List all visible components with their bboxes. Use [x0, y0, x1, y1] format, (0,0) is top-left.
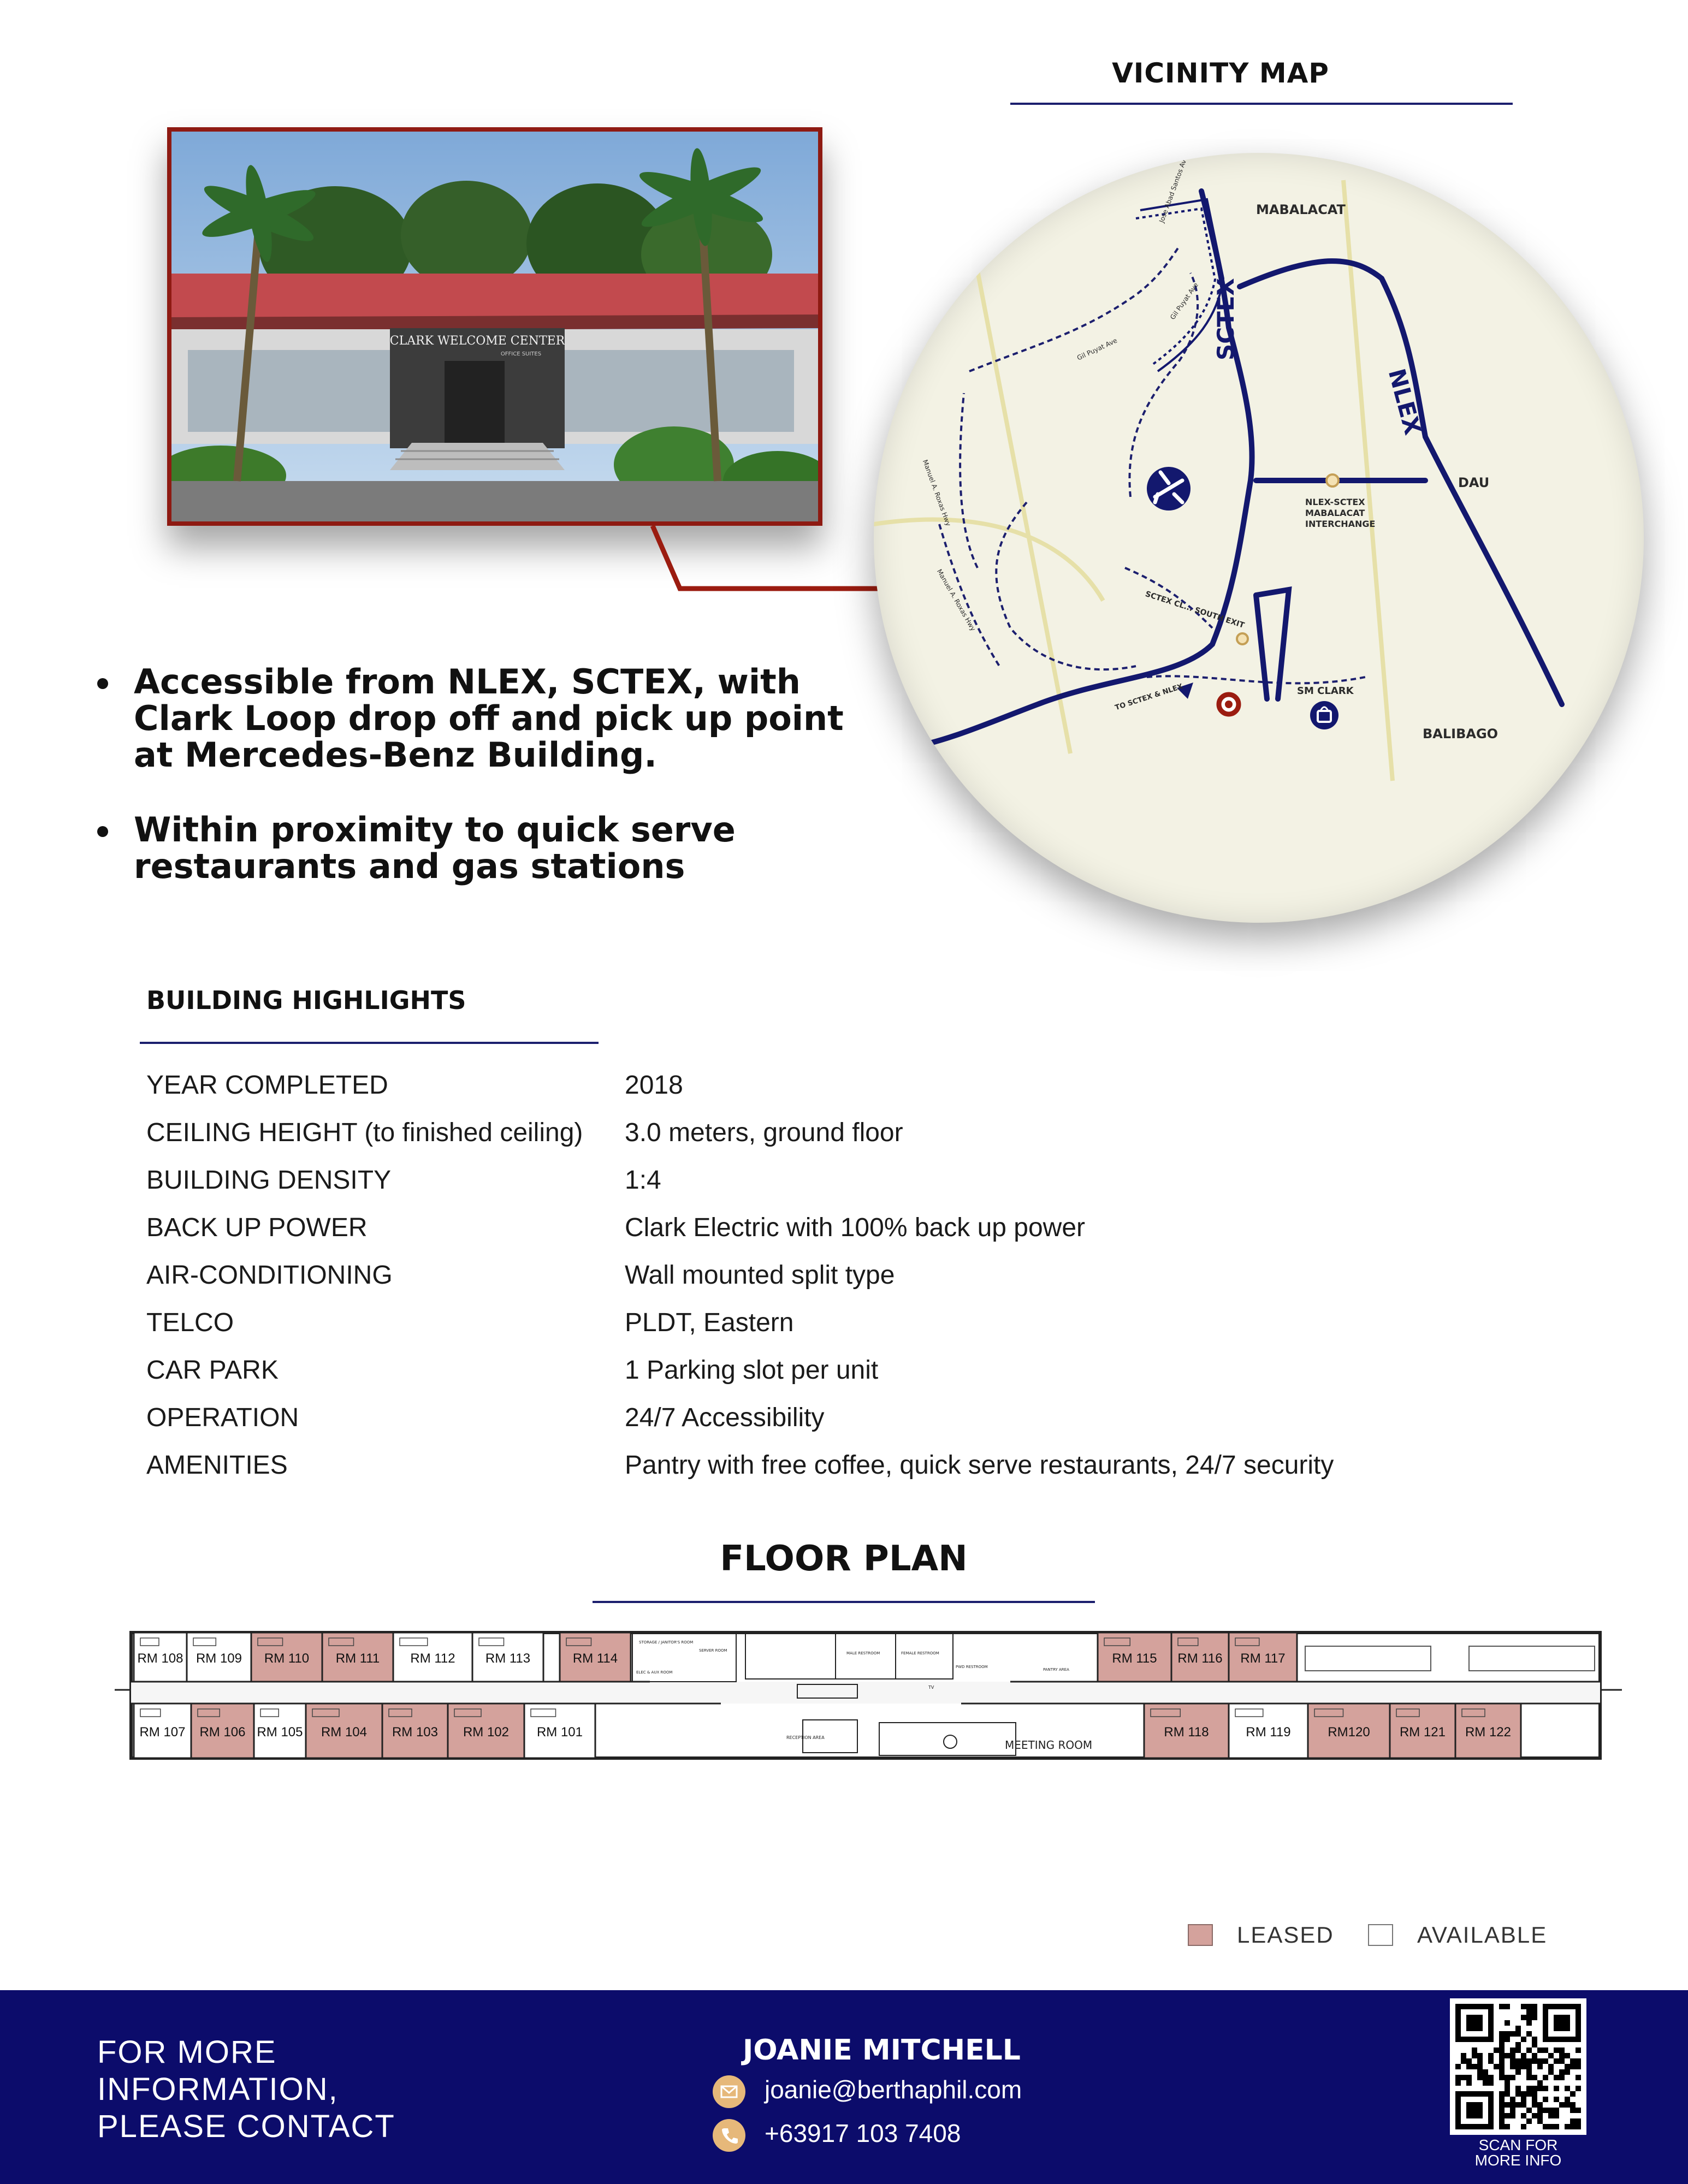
vicinity-map — [874, 153, 1644, 923]
highlight-label: OPERATION — [146, 1403, 299, 1432]
label-dau: DAU — [1458, 475, 1490, 490]
footer-cta-line: FOR MORE — [97, 2034, 277, 2070]
meeting-room-label: MEETING ROOM — [1005, 1738, 1093, 1752]
room-label: RM 122 — [1465, 1725, 1512, 1740]
label-south-exit: SCTEX CL... SOUTH EXIT — [1144, 590, 1246, 630]
highlight-label: BACK UP POWER — [146, 1213, 368, 1242]
bullet-line: restaurants and gas stations — [134, 846, 685, 886]
room-label: RM120 — [1328, 1725, 1370, 1740]
room-label: RM 113 — [485, 1651, 531, 1666]
floor-plan-rule — [593, 1601, 1095, 1603]
south-exit-marker — [1237, 633, 1248, 644]
contact-phone-link[interactable]: +63917 103 7408 — [765, 2119, 961, 2147]
email-icon — [713, 2075, 745, 2108]
label-balibago: BALIBAGO — [1423, 726, 1499, 741]
floor-plan-title: FLOOR PLAN — [720, 1539, 968, 1579]
legend-leased-swatch — [1188, 1924, 1213, 1946]
qr-caption-line: SCAN FOR — [1478, 2136, 1558, 2153]
room-label: RM 108 — [137, 1651, 183, 1666]
room-label: RM 114 — [572, 1651, 618, 1666]
bullet-accessibility — [93, 663, 912, 773]
room-label: RM 107 — [139, 1725, 186, 1740]
qr-caption — [1450, 2138, 1586, 2168]
footer-cta-line: PLEASE CONTACT — [97, 2109, 395, 2144]
label-interchange-1: NLEX-SCTEX — [1305, 497, 1365, 507]
highlights-title: BUILDING HIGHLIGHTS — [146, 986, 466, 1015]
legend-leased-label: LEASED — [1237, 1922, 1334, 1948]
feature-bullets — [93, 663, 912, 923]
room-label: RM 106 — [199, 1725, 246, 1740]
bullet-line: at Mercedes-Benz Building. — [134, 735, 657, 775]
highlight-label: AIR-CONDITIONING — [146, 1261, 393, 1290]
highlight-value: 24/7 Accessibility — [625, 1403, 825, 1432]
room-label: RM 115 — [1112, 1651, 1157, 1666]
highlight-row — [146, 1403, 1621, 1435]
label-jose-abad: Jose Abad Santos Ave — [1158, 155, 1189, 224]
tv-label: TV — [928, 1685, 934, 1690]
highlight-value: 1:4 — [625, 1166, 661, 1195]
highlight-label: TELCO — [146, 1308, 234, 1337]
contact-name: JOANIE MITCHELL — [743, 2034, 1021, 2067]
legend-available-label: AVAILABLE — [1417, 1922, 1548, 1948]
bullet-proximity — [93, 811, 912, 885]
qr-code[interactable] — [1450, 1998, 1586, 2135]
highlight-label: CAR PARK — [146, 1356, 279, 1385]
highlight-value: 1 Parking slot per unit — [625, 1356, 879, 1385]
pantry-label: PANTRY AREA — [1043, 1667, 1069, 1672]
bullet-line: Accessible from NLEX, SCTEX, with — [134, 662, 801, 702]
label-gil-puyat-2: Gil Puyat Ave — [1169, 281, 1200, 322]
bullet-line: Within proximity to quick serve — [134, 810, 736, 850]
label-sm-clark: SM CLARK — [1297, 685, 1354, 697]
highlight-row — [146, 1355, 1621, 1388]
room-label: RM 118 — [1164, 1725, 1209, 1740]
room-label: RM 104 — [321, 1725, 368, 1740]
label-interchange-2: MABALACAT — [1305, 508, 1365, 518]
highlights-rule — [140, 1042, 599, 1044]
room-label: RM 119 — [1246, 1725, 1291, 1740]
highlight-label: BUILDING DENSITY — [146, 1166, 392, 1195]
highlight-value: PLDT, Eastern — [625, 1308, 794, 1337]
highlight-row — [146, 1450, 1621, 1483]
room-label: RM 105 — [257, 1725, 303, 1740]
highlight-value: Pantry with free coffee, quick serve restaurants, 24/7 security — [625, 1451, 1334, 1480]
highlight-label: YEAR COMPLETED — [146, 1071, 388, 1100]
highlight-row — [146, 1118, 1621, 1150]
room-label: RM 121 — [1399, 1725, 1446, 1740]
highlight-label: CEILING HEIGHT (to finished ceiling) — [146, 1118, 583, 1147]
legend-available-swatch — [1368, 1924, 1393, 1946]
highlight-value: Wall mounted split type — [625, 1261, 895, 1290]
sign-subtext: OFFICE SUITES — [500, 351, 542, 357]
elec-room-label: ELEC & AUX ROOM — [636, 1670, 673, 1675]
bullet-dot — [97, 826, 108, 837]
label-nlex: NLEX — [1383, 366, 1426, 438]
room-label: RM 102 — [463, 1725, 510, 1740]
label-roxas-2: Manuel A. Roxas Hwy — [935, 568, 978, 633]
server-room-label: SERVER ROOM — [699, 1648, 727, 1653]
female-restroom-label: FEMALE RESTROOM — [901, 1651, 939, 1655]
male-restroom-label: MALE RESTROOM — [846, 1651, 880, 1655]
sign-text: CLARK WELCOME CENTER — [389, 334, 565, 348]
label-sctex: SCTEX — [1212, 278, 1239, 360]
room-label: RM 116 — [1177, 1651, 1223, 1666]
footer-cta — [97, 2034, 395, 2145]
label-to-sctex: TO SCTEX & NLEX — [1114, 682, 1184, 713]
highlight-row — [146, 1165, 1621, 1198]
floor-plan-drawing — [115, 1630, 1622, 1766]
bullet-dot — [97, 678, 108, 689]
room-label: RM 110 — [264, 1651, 310, 1666]
highlight-label: AMENITIES — [146, 1451, 288, 1480]
highlight-row — [146, 1260, 1621, 1293]
room-label: RM 103 — [392, 1725, 439, 1740]
pwd-restroom-label: PWD RESTROOM — [956, 1665, 988, 1669]
airport-icon — [1147, 467, 1191, 511]
highlight-row — [146, 1070, 1621, 1103]
room-label: RM 112 — [410, 1651, 455, 1666]
room-label: RM 111 — [335, 1651, 380, 1666]
phone-icon — [713, 2119, 745, 2152]
contact-email-link[interactable]: joanie@berthaphil.com — [765, 2075, 1022, 2104]
interchange-marker — [1326, 474, 1338, 486]
highlight-value: Clark Electric with 100% back up power — [625, 1213, 1086, 1242]
label-gil-puyat: Gil Puyat Ave — [1076, 336, 1118, 362]
bullet-line: Clark Loop drop off and pick up point — [134, 698, 844, 738]
storage-label: STORAGE / JANITOR'S ROOM — [639, 1640, 694, 1645]
shopping-icon — [1310, 701, 1338, 729]
label-mabalacat: MABALACAT — [1256, 202, 1346, 217]
footer-cta-line: INFORMATION, — [97, 2072, 339, 2107]
room-label: RM 117 — [1240, 1651, 1286, 1666]
highlight-row — [146, 1308, 1621, 1340]
highlight-value: 3.0 meters, ground floor — [625, 1118, 903, 1147]
footer — [0, 1990, 1688, 2184]
room-label: RM 109 — [196, 1651, 242, 1666]
map-roads — [874, 153, 1644, 923]
highlight-value: 2018 — [625, 1071, 683, 1100]
qr-code-pattern — [1450, 1998, 1586, 2135]
label-interchange-3: INTERCHANGE — [1305, 519, 1376, 529]
floor-plan — [115, 1630, 1622, 1766]
qr-caption-line: MORE INFO — [1474, 2152, 1562, 2169]
highlight-row — [146, 1213, 1621, 1245]
room-label: RM 101 — [536, 1725, 583, 1740]
reception-label: RECEPTION AREA — [786, 1735, 825, 1740]
label-roxas: Manuel A. Roxas Hwy — [921, 459, 952, 527]
vicinity-map-title: VICINITY MAP — [1112, 57, 1329, 89]
